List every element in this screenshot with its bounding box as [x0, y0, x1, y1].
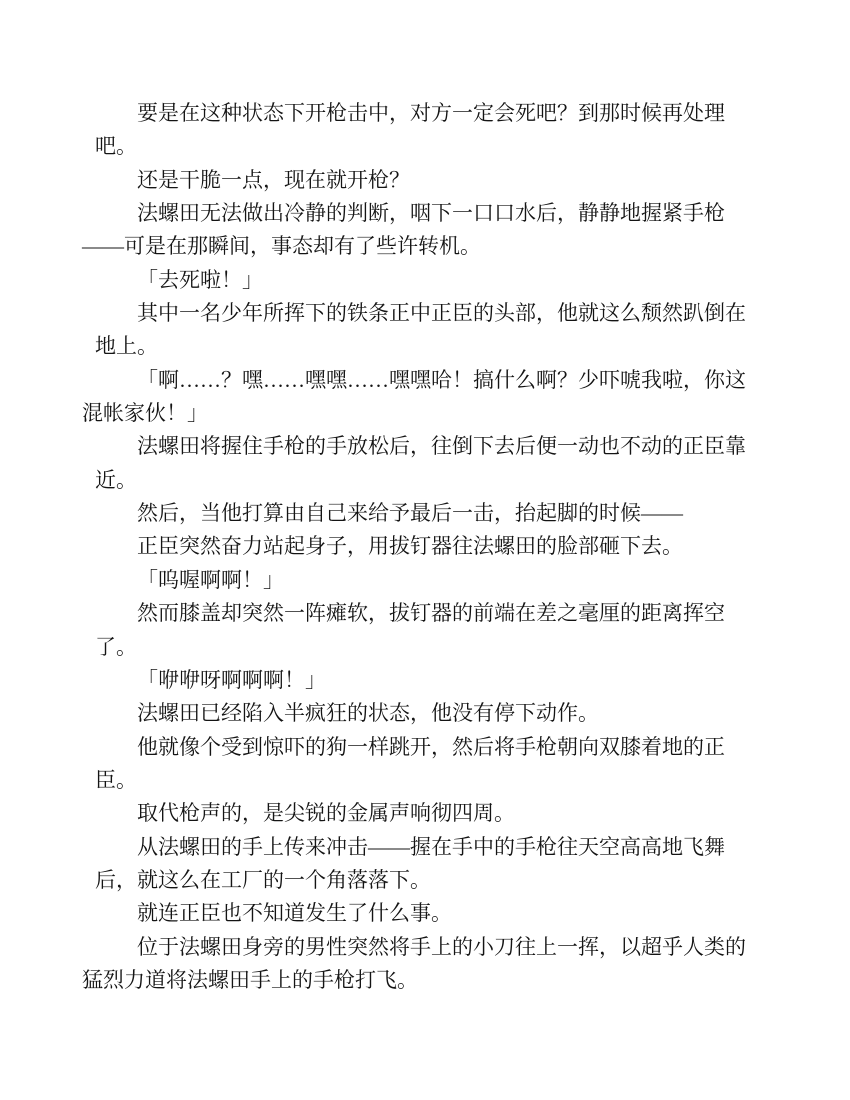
text-line: 就连正臣也不知道发生了什么事。: [137, 901, 452, 926]
text-line: 「呜喔啊啊！」: [137, 567, 284, 592]
text-line: 近。: [95, 467, 137, 492]
text-line: 了。: [95, 634, 137, 659]
text-line: 「咿咿呀啊啊啊！」: [137, 667, 326, 692]
text-line: 其中一名少年所挥下的铁条正中正臣的头部，他就这么颓然趴倒在: [137, 301, 746, 326]
text-line: 要是在这种状态下开枪击中，对方一定会死吧？到那时候再处理: [137, 101, 725, 125]
text-line: 然后，当他打算由自己来给予最后一击，抬起脚的时候——: [137, 501, 683, 526]
text-line: 正臣突然奋力站起身子，用拔钉器往法螺田的脸部砸下去。: [137, 534, 683, 559]
text-line: 「啊……？嘿……嘿嘿……嘿嘿哈！搞什么啊？少吓唬我啦，你这: [137, 367, 746, 392]
text-line: 位于法螺田身旁的男性突然将手上的小刀往上一挥，以超乎人类的: [137, 934, 746, 959]
text-line: 混帐家伙！」: [82, 401, 208, 426]
text-line: 「去死啦！」: [137, 267, 263, 292]
text-line: 从法螺田的手上传来冲击——握在手中的手枪往天空高高地飞舞: [137, 834, 725, 859]
text-line: 臣。: [95, 767, 137, 792]
text-line: 后，就这么在工厂的一个角落落下。: [95, 867, 431, 892]
text-line: 猛烈力道将法螺田手上的手枪打飞。: [82, 967, 418, 992]
text-line: 他就像个受到惊吓的狗一样跳开，然后将手枪朝向双膝着地的正: [137, 734, 725, 759]
text-line: 法螺田已经陷入半疯狂的状态，他没有停下动作。: [137, 701, 599, 726]
text-line: 还是干脆一点，现在就开枪？: [137, 167, 410, 192]
text-line: ——可是在那瞬间，事态却有了些许转机。: [82, 234, 481, 259]
text-line: 然而膝盖却突然一阵瘫软，拔钉器的前端在差之毫厘的距离挥空: [137, 601, 725, 626]
text-line: 吧。: [95, 134, 137, 159]
text-line: 取代枪声的，是尖锐的金属声响彻四周。: [137, 801, 515, 826]
text-line: 法螺田无法做出冷静的判断，咽下一口口水后，静静地握紧手枪: [137, 201, 725, 226]
text-line: 法螺田将握住手枪的手放松后，往倒下去后便一动也不动的正臣靠: [137, 434, 746, 459]
text-line: 地上。: [95, 334, 158, 359]
page-text: [82, 97, 795, 997]
